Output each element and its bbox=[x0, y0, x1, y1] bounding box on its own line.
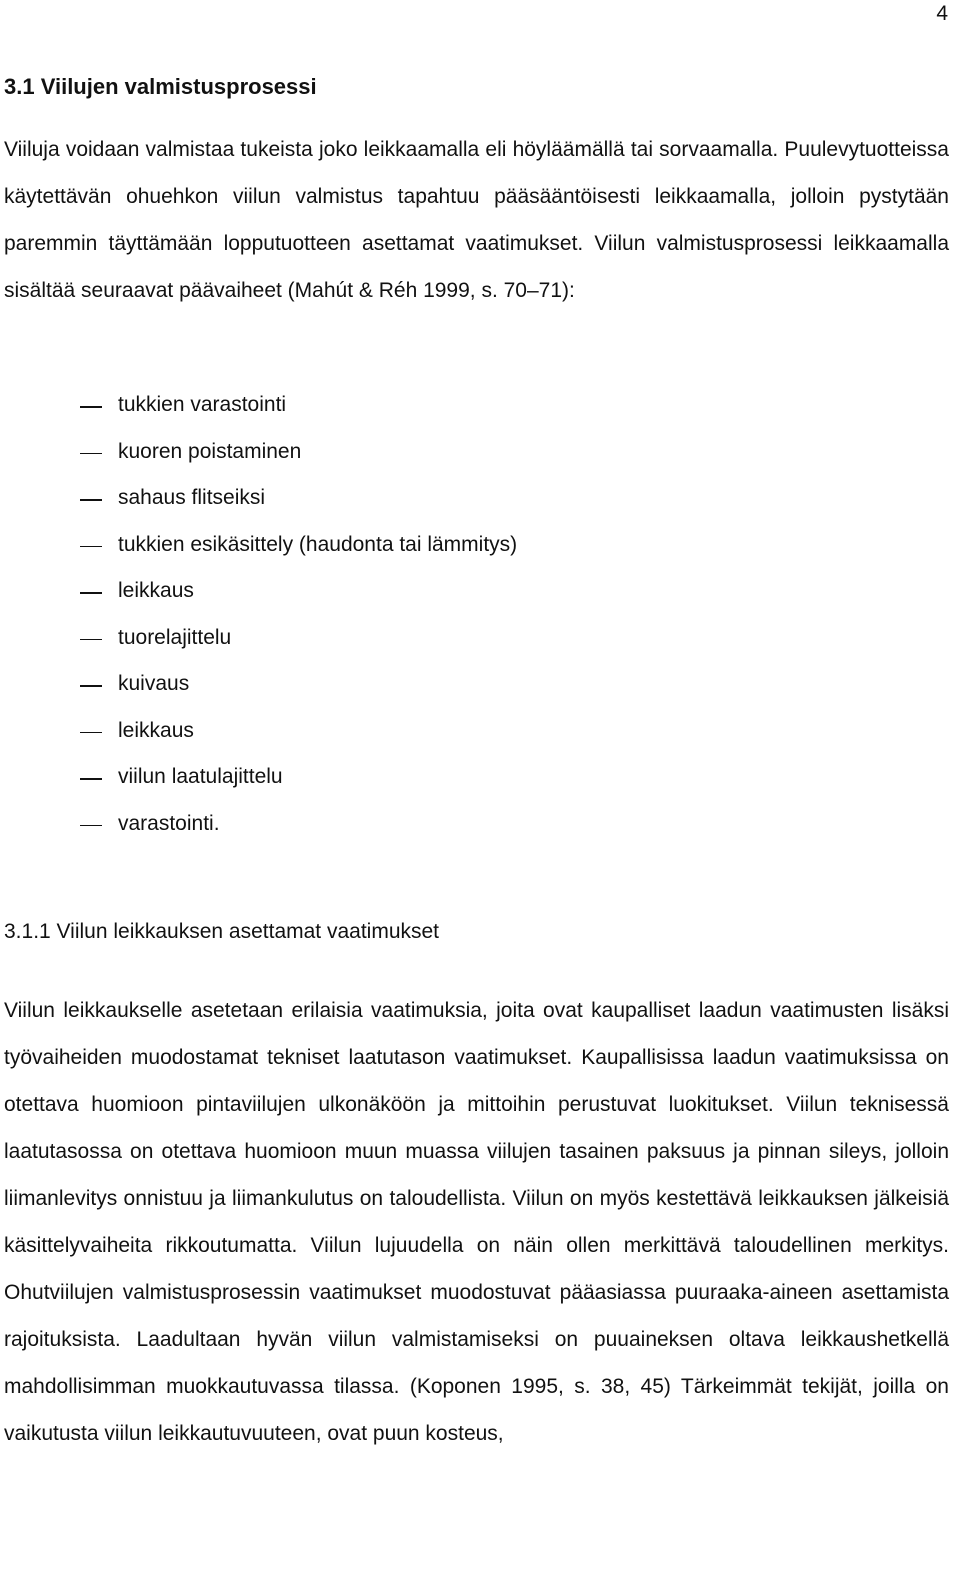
dash-bullet-icon bbox=[80, 499, 102, 501]
list-item bbox=[80, 568, 949, 615]
list-item-text: tukkien esikäsittely (haudonta tai lämmitys) bbox=[118, 532, 518, 556]
section-title: 3.1 Viilujen valmistusprosessi bbox=[4, 74, 317, 99]
list-item-text: kuivaus bbox=[118, 672, 190, 695]
dash-bullet-icon bbox=[80, 825, 102, 827]
list-item-text: leikkaus bbox=[118, 718, 194, 742]
list-item bbox=[80, 661, 949, 708]
list-item bbox=[80, 382, 949, 429]
requirements-paragraph: Viilun leikkaukselle asetetaan erilaisia vaatimuksia, joita ovat kaupalliset laadun vaatimusten lisäksi työvaiheiden muodostamat tekniset laatutason vaatimukset. Kaupallisissa laadun vaatimuksissa on otettava huomioon pintaviilujen ulkonäköön ja mittoihin perustuvat luokitukset. Viilun teknisessä laatutasossa on otettava huomioon muun muassa viilujen tasainen paksuus ja pinnan sileys, jolloin liimanlevitys onnistuu ja liimankulutus on taloudellista. Viilun on myös kestettävä leikkauksen jälkeisiä käsittelyvaiheita rikkoutumatta. Viilun lujuudella on näin ollen merkittävä taloudellinen merkitys. Ohutviilujen valmistusprosessin vaatimukset muodostuvat pääasiassa puuraaka-aineen asettamista rajoituksista. Laadultaan hyvän viilun valmistamiseksi on puuaineksen oltava leikkaushetkellä mahdollisimman muokkautuvassa tilassa. (Koponen 1995, s. 38, 45) Tärkeimmät tekijät, joilla on vaikutusta viilun leikkautuvuuteen, ovat puun kosteus, bbox=[4, 999, 949, 1445]
list-item-text: leikkaus bbox=[118, 579, 194, 602]
intro-paragraph: Viiluja voidaan valmistaa tukeista joko leikkaamalla eli höyläämällä tai sorvaamalla. Puulevytuotteissa käytettävän ohuehkon viilun valmistus tapahtuu pääsääntöisesti leikkaamalla, jolloin pystytään paremmin täyttämään lopputuotteen asettamat vaatimukset. Viilun valmistusprosessi leikkaamalla sisältää seuraavat päävaiheet (Mahút & Réh 1999, s. 70–71): bbox=[4, 138, 949, 302]
list-item-text: kuoren poistaminen bbox=[118, 439, 302, 463]
page-number: 4 bbox=[936, 2, 948, 25]
dash-bullet-icon bbox=[80, 639, 102, 641]
list-item bbox=[80, 522, 949, 569]
subsection-title: 3.1.1 Viilun leikkauksen asettamat vaatimukset bbox=[4, 920, 440, 943]
list-item bbox=[80, 754, 949, 801]
dash-bullet-icon bbox=[80, 685, 102, 687]
dash-bullet-icon bbox=[80, 592, 102, 594]
list-item-text: tuorelajittelu bbox=[118, 625, 232, 649]
dash-bullet-icon bbox=[80, 406, 102, 408]
list-item bbox=[80, 429, 949, 476]
dash-bullet-icon bbox=[80, 453, 102, 455]
list-item bbox=[80, 801, 949, 848]
dash-bullet-icon bbox=[80, 546, 102, 548]
process-steps-list bbox=[4, 382, 949, 847]
list-item-text: tukkien varastointi bbox=[118, 393, 287, 416]
document-body bbox=[4, 60, 949, 1457]
list-item-text: sahaus flitseiksi bbox=[118, 486, 266, 509]
list-item-text: varastointi. bbox=[118, 811, 220, 835]
list-item bbox=[80, 475, 949, 522]
list-item-text: viilun laatulajittelu bbox=[118, 765, 283, 788]
list-item bbox=[80, 708, 949, 755]
dash-bullet-icon bbox=[80, 778, 102, 780]
dash-bullet-icon bbox=[80, 732, 102, 734]
list-item bbox=[80, 615, 949, 662]
